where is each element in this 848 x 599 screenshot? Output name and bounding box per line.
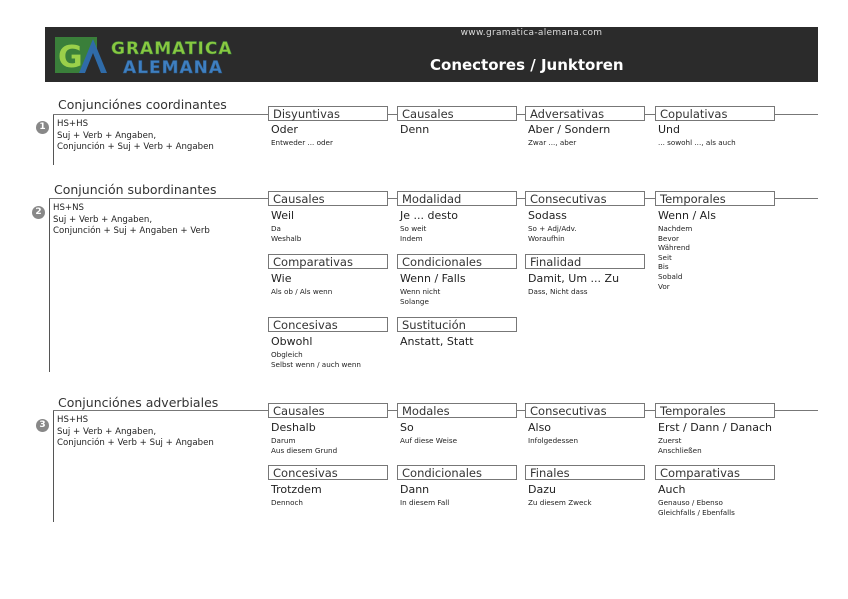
connector-sub-item: Selbst wenn / auch wenn xyxy=(271,359,361,369)
logo-line1: GRAMATICA xyxy=(111,39,233,59)
section-3-description xyxy=(57,415,214,450)
connector-sub xyxy=(528,224,577,243)
category-adversativas: Adversativas xyxy=(525,106,645,121)
connector-sub: In diesem Fall xyxy=(400,498,450,507)
connector-sub: Zwar ..., aber xyxy=(528,138,577,147)
connector-main: Dazu xyxy=(528,483,556,496)
connector-main: Denn xyxy=(400,123,430,136)
connector-main: Erst / Dann / Danach xyxy=(658,421,773,434)
logo-mark-icon xyxy=(55,33,255,77)
connector-sub-item: Bevor xyxy=(658,233,679,243)
connector-sub-item: So + Adj/Adv. xyxy=(528,224,577,233)
connector-main: Wenn / Falls xyxy=(400,272,466,285)
connector-sub-item: Darum xyxy=(271,436,296,445)
connector-sub-item: Während xyxy=(658,243,690,253)
connector-sub: Dass, Nicht dass xyxy=(528,287,588,296)
connector-main: Trotzdem xyxy=(271,483,322,496)
section-2-number-badge: 2 xyxy=(32,206,45,219)
connector-sub-item: Solange xyxy=(400,296,429,306)
svg-text:G: G xyxy=(58,40,83,75)
connector-sub-item: Seit xyxy=(658,252,672,262)
category-causales: Causales xyxy=(268,191,388,206)
section-2-title: Conjunción subordinantes xyxy=(54,182,217,197)
connector-main: Deshalb xyxy=(271,421,316,434)
connector-sub xyxy=(271,224,301,243)
connector-sub: Zu diesem Zweck xyxy=(528,498,592,507)
connector-sub-item: Da xyxy=(271,224,281,233)
category-consecutivas: Consecutivas xyxy=(525,403,645,418)
connector-sub xyxy=(658,224,692,291)
section-1-description xyxy=(57,119,214,154)
section-3-number-badge: 3 xyxy=(36,419,49,432)
header-banner xyxy=(45,27,818,82)
connector-sub-item: Sobald xyxy=(658,271,683,281)
connector-main: Aber / Sondern xyxy=(528,123,611,136)
category-modalidad: Modalidad xyxy=(397,191,517,206)
gramatica-alemana-logo xyxy=(55,33,255,77)
connector-sub-item: Bis xyxy=(658,262,669,272)
connector-main: Dann xyxy=(400,483,430,496)
section-3-line: Suj + Verb + Angaben, xyxy=(57,426,157,437)
category-modales: Modales xyxy=(397,403,517,418)
category-concesivas: Concesivas xyxy=(268,317,388,332)
connector-sub-item: Gleichfalls / Ebenfalls xyxy=(658,507,735,517)
section-1-line: Conjunción + Suj + Verb + Angaben xyxy=(57,142,214,152)
connector-sub-item: Aus diesem Grund xyxy=(271,445,338,455)
section-2-line: HS+NS xyxy=(53,203,85,213)
category-finales: Finales xyxy=(525,465,645,480)
section-3-line: Conjunción + Verb + Suj + Angaben xyxy=(57,438,214,448)
connector-main: So xyxy=(400,421,414,434)
connector-sub-item: Indem xyxy=(400,233,423,243)
category-concesivas: Concesivas xyxy=(268,465,388,480)
connector-main: Also xyxy=(528,421,552,434)
section-1-line: HS+HS xyxy=(57,119,89,129)
category-sustitucion: Sustitución xyxy=(397,317,517,332)
category-copulativas: Copulativas xyxy=(655,106,775,121)
connector-sub-item: Nachdem xyxy=(658,224,693,233)
site-url: www.gramatica-alemana.com xyxy=(460,28,603,38)
connector-main: Und xyxy=(658,123,681,136)
connector-sub-item: Weshalb xyxy=(271,233,302,243)
page-title: Conectores / Junktoren xyxy=(430,56,624,74)
connector-main: Oder xyxy=(271,123,298,136)
connector-sub-item: Woraufhin xyxy=(528,233,565,243)
connector-sub xyxy=(271,350,361,369)
section-1-number-badge: 1 xyxy=(36,121,49,134)
connector-main: Auch xyxy=(658,483,686,496)
connector-sub-item: So weit xyxy=(400,224,427,233)
category-comparativas: Comparativas xyxy=(655,465,775,480)
category-disyuntivas: Disyuntivas xyxy=(268,106,388,121)
category-finalidad: Finalidad xyxy=(525,254,645,269)
connector-sub-item: Genauso / Ebenso xyxy=(658,498,723,507)
section-1-bracket xyxy=(53,115,54,165)
category-condicionales: Condicionales xyxy=(397,254,517,269)
connector-sub: Entweder ... oder xyxy=(271,138,333,147)
connector-sub xyxy=(400,224,426,243)
connector-sub-item: Anschließen xyxy=(658,445,702,455)
connector-sub: Dennoch xyxy=(271,498,303,507)
connector-sub xyxy=(271,436,337,455)
category-causales: Causales xyxy=(397,106,517,121)
connector-main: Wenn / Als xyxy=(658,209,716,222)
connector-sub: Als ob / Als wenn xyxy=(271,287,333,296)
section-2-line: Suj + Verb + Angaben, xyxy=(53,214,153,225)
connector-main: Weil xyxy=(271,209,295,222)
connector-sub: ... sowohl ..., als auch xyxy=(658,138,736,147)
connector-main: Anstatt, Statt xyxy=(400,335,474,348)
section-3-line: HS+HS xyxy=(57,415,89,425)
section-3-bracket xyxy=(53,410,54,522)
category-condicionales: Condicionales xyxy=(397,465,517,480)
section-2-bracket xyxy=(49,198,50,372)
connector-main: Damit, Um ... Zu xyxy=(528,272,620,285)
section-3-title: Conjunciónes adverbiales xyxy=(58,395,219,410)
category-temporales: Temporales xyxy=(655,403,775,418)
section-1-line: Suj + Verb + Angaben, xyxy=(57,130,157,141)
section-1-title: Conjunciónes coordinantes xyxy=(58,97,227,112)
connector-sub xyxy=(658,498,735,517)
connector-main: Sodass xyxy=(528,209,567,222)
connector-main: Wie xyxy=(271,272,292,285)
connector-main: Obwohl xyxy=(271,335,313,348)
connector-sub-item: Obgleich xyxy=(271,350,303,359)
connector-main: Je ... desto xyxy=(400,209,459,222)
connector-sub-item: Vor xyxy=(658,281,670,291)
connector-sub: Infolgedessen xyxy=(528,436,579,445)
section-2-line: Conjunción + Suj + Angaben + Verb xyxy=(53,226,210,236)
category-consecutivas: Consecutivas xyxy=(525,191,645,206)
connector-sub-item: Zuerst xyxy=(658,436,682,445)
category-comparativas: Comparativas xyxy=(268,254,388,269)
category-causales: Causales xyxy=(268,403,388,418)
connector-sub-item: Wenn nicht xyxy=(400,287,441,296)
connector-sub xyxy=(658,436,702,455)
section-2-description xyxy=(53,203,210,238)
logo-line2: ALEMANA xyxy=(123,58,224,77)
connector-sub: Auf diese Weise xyxy=(400,436,457,445)
category-temporales: Temporales xyxy=(655,191,775,206)
connector-sub xyxy=(400,287,440,306)
